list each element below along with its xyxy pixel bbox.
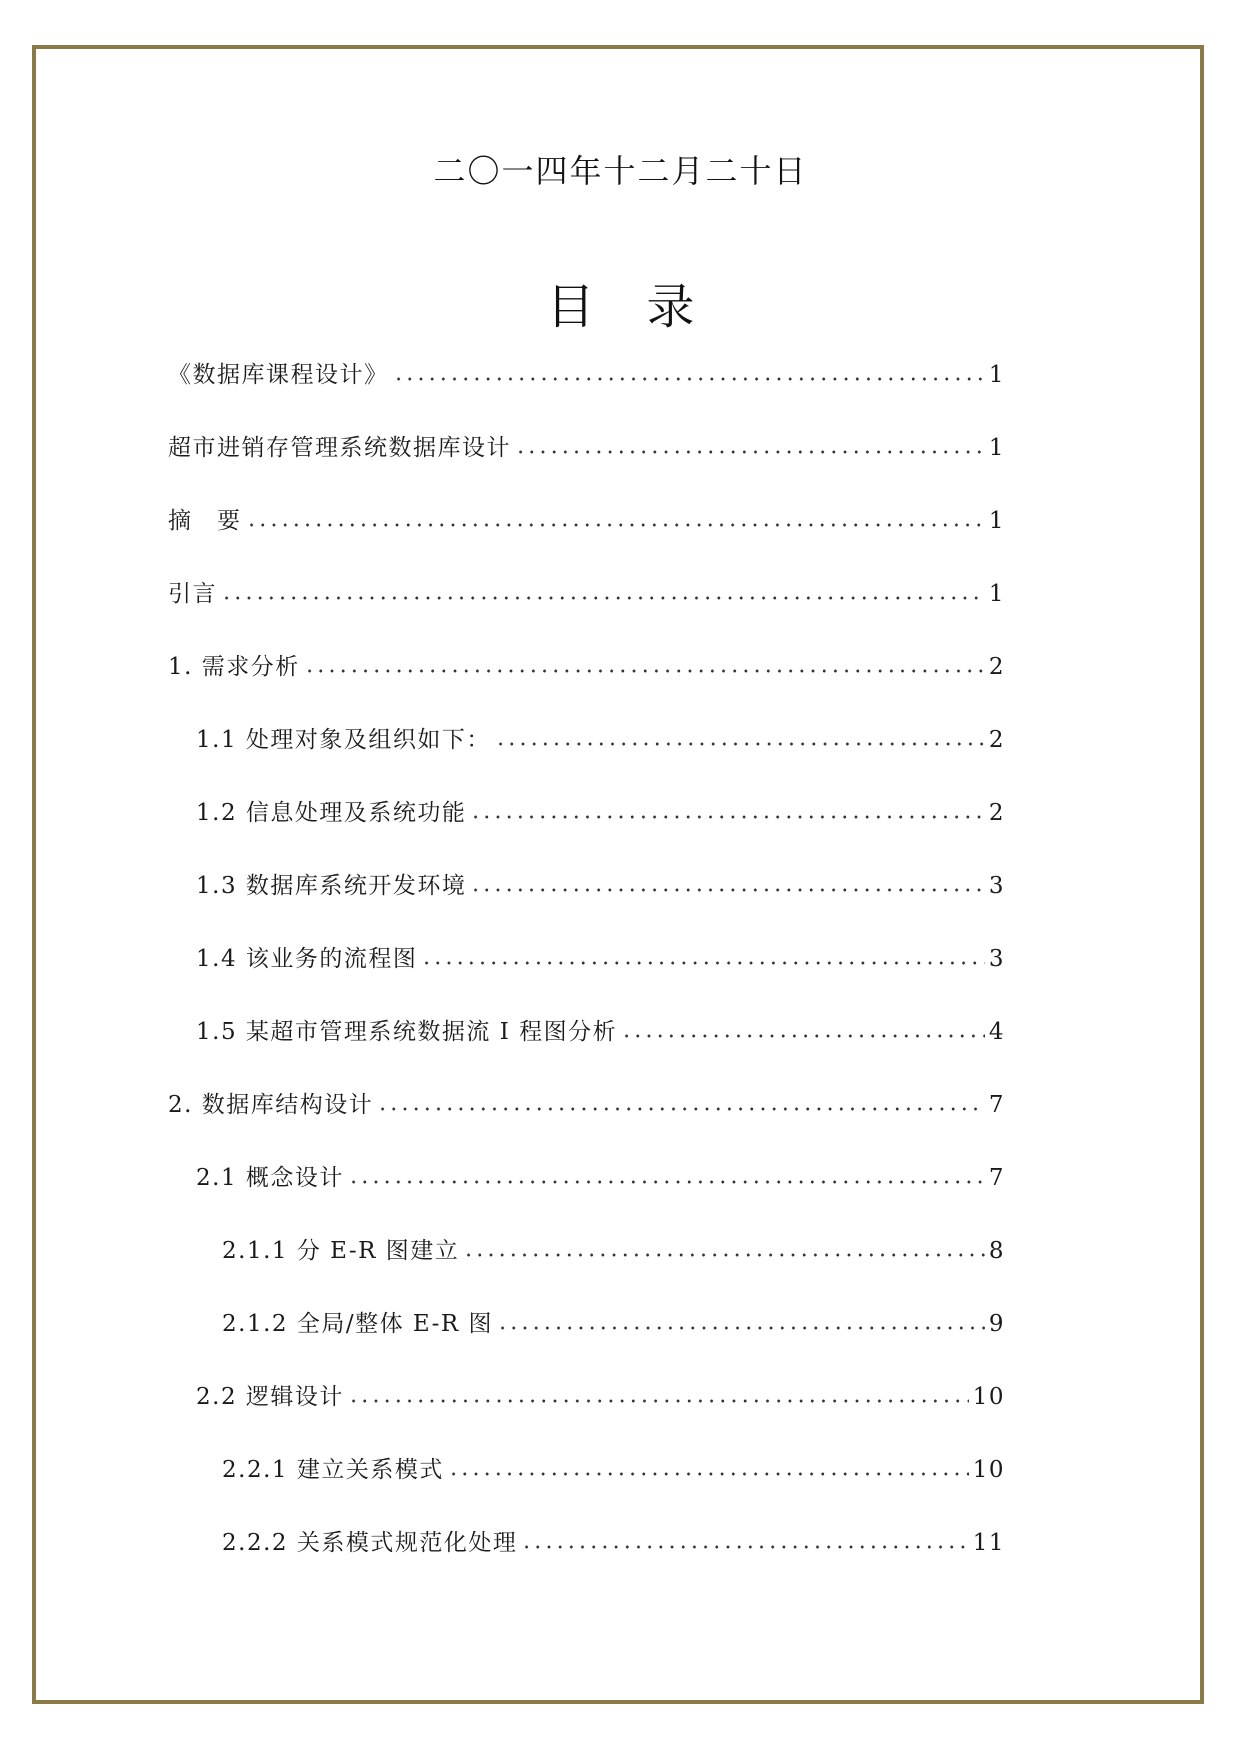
toc-entry-label: 2.1.1 分 E-R 图建立 xyxy=(222,1238,460,1264)
toc-heading xyxy=(0,268,1241,337)
toc-leader-dots xyxy=(421,946,984,966)
toc-entry[interactable] xyxy=(196,721,1005,753)
toc-leader-dots xyxy=(463,1238,985,1258)
toc-leader-dots xyxy=(221,581,985,601)
toc-entry-label: 2.2.1 建立关系模式 xyxy=(222,1457,444,1483)
toc-entry[interactable] xyxy=(168,1086,1005,1118)
toc-entry-label: 1.2 信息处理及系统功能 xyxy=(196,800,467,826)
toc-entry[interactable] xyxy=(168,575,1005,607)
toc-entry-page: 1 xyxy=(988,435,1005,461)
toc-entry-label: 1.4 该业务的流程图 xyxy=(196,946,418,972)
toc-entry[interactable] xyxy=(196,1378,1005,1410)
toc-entry[interactable] xyxy=(222,1524,1005,1556)
toc-entry-page: 2 xyxy=(988,654,1005,680)
toc-entry[interactable] xyxy=(168,502,1005,534)
toc-entry-label: 1.3 数据库系统开发环境 xyxy=(196,873,467,899)
toc-entry-page: 1 xyxy=(988,581,1005,607)
toc-entry-label: 2.2 逻辑设计 xyxy=(196,1384,344,1410)
toc-leader-dots xyxy=(393,362,985,382)
toc-entry-page: 1 xyxy=(988,508,1005,534)
toc-entry-page: 7 xyxy=(988,1092,1005,1118)
toc-entry[interactable] xyxy=(196,940,1005,972)
toc-entry-page: 3 xyxy=(988,946,1005,972)
toc-entry-page: 10 xyxy=(972,1457,1005,1483)
toc-entry-page: 7 xyxy=(988,1165,1005,1191)
toc-entry[interactable] xyxy=(196,794,1005,826)
toc-entry-label: 2.1.2 全局/整体 E-R 图 xyxy=(222,1311,494,1337)
toc-entry-label: 2. 数据库结构设计 xyxy=(168,1092,374,1118)
toc-leader-dots xyxy=(304,654,985,674)
toc-entry-page: 3 xyxy=(988,873,1005,899)
toc-entry[interactable] xyxy=(168,648,1005,680)
toc-entry-page: 2 xyxy=(988,727,1005,753)
toc-entry-page: 10 xyxy=(972,1384,1005,1410)
toc-entry[interactable] xyxy=(196,1013,1005,1045)
toc-entry-page: 9 xyxy=(988,1311,1005,1337)
toc-entry-page: 4 xyxy=(988,1019,1005,1045)
document-date: 二〇一四年十二月二十日 xyxy=(433,152,808,190)
toc-leader-dots xyxy=(246,508,985,528)
toc-entry-label: 引言 xyxy=(168,581,217,607)
toc-heading-char-1: 目 xyxy=(546,279,595,335)
toc-entry-page: 2 xyxy=(988,800,1005,826)
toc-leader-dots xyxy=(377,1092,985,1112)
toc-leader-dots xyxy=(470,800,984,820)
toc-entry[interactable] xyxy=(168,356,1005,388)
toc-leader-dots xyxy=(495,727,985,747)
toc-entry-label: 摘 要 xyxy=(168,508,242,534)
toc-entry-label: 2.2.2 关系模式规范化处理 xyxy=(222,1530,518,1556)
toc-entry-page: 1 xyxy=(988,362,1005,388)
toc-entry-label: 超市进销存管理系统数据库设计 xyxy=(168,435,511,461)
toc-leader-dots xyxy=(515,435,985,455)
toc-heading-char-2: 录 xyxy=(646,279,695,335)
toc-entry[interactable] xyxy=(168,429,1005,461)
toc-leader-dots xyxy=(448,1457,969,1477)
toc-entry-page: 8 xyxy=(988,1238,1005,1264)
toc-entry-label: 《数据库课程设计》 xyxy=(168,362,389,388)
toc-entry-page: 11 xyxy=(972,1530,1005,1556)
toc-entry[interactable] xyxy=(222,1305,1005,1337)
toc-entry[interactable] xyxy=(222,1451,1005,1483)
toc-leader-dots xyxy=(348,1165,985,1185)
toc-leader-dots xyxy=(497,1311,985,1331)
toc-entry[interactable] xyxy=(222,1232,1005,1264)
toc-leader-dots xyxy=(348,1384,969,1404)
toc-entry[interactable] xyxy=(196,867,1005,899)
toc-entry-label: 2.1 概念设计 xyxy=(196,1165,344,1191)
toc-entry-label: 1. 需求分析 xyxy=(168,654,300,680)
toc-entry-label: 1.5 某超市管理系统数据流 I 程图分析 xyxy=(196,1019,618,1045)
toc-leader-dots xyxy=(621,1019,985,1039)
toc-entry[interactable] xyxy=(196,1159,1005,1191)
toc-leader-dots xyxy=(521,1530,968,1550)
toc-entry-label: 1.1 处理对象及组织如下： xyxy=(196,727,491,753)
toc-leader-dots xyxy=(470,873,984,893)
